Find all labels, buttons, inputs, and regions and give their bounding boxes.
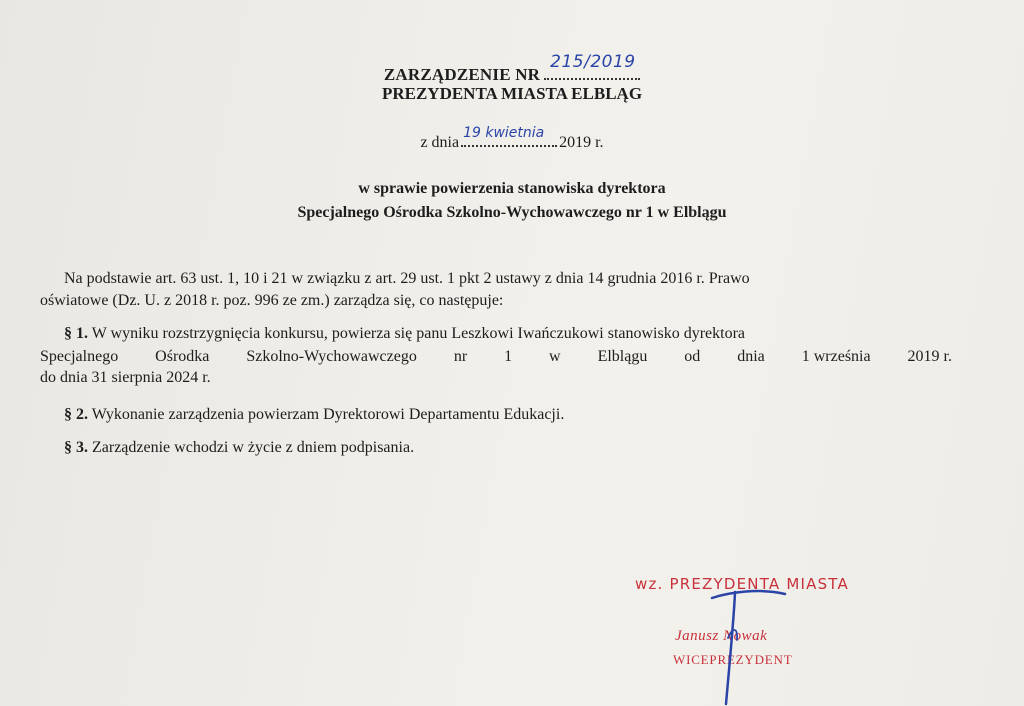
section-1-line-3: do dnia 31 sierpnia 2024 r. [40, 369, 211, 386]
section-2-text: Wykonanie zarządzenia powierzam Dyrektorowi Departamentu Edukacji. [91, 406, 565, 423]
stamp-name: Janusz Nowak [675, 628, 768, 644]
handwritten-date: 19 kwietnia [463, 125, 545, 141]
section-1-line-1 [64, 325, 745, 343]
section-3 [64, 439, 414, 457]
section-2 [64, 406, 564, 424]
stamp-line-1: wz. PREZYDENTA MIASTA [635, 575, 849, 593]
document-title [0, 52, 1024, 85]
section-3-label: § 3. [64, 439, 88, 456]
section-1-word: Elblągu [597, 348, 648, 365]
number-fill-line [544, 52, 640, 80]
subject-line-2: Specjalnego Ośrodka Szkolno-Wychowawczego nr 1 w Elblągu [297, 204, 727, 221]
section-1-line-2 [40, 348, 952, 366]
intro-line-2: oświatowe (Dz. U. z 2018 r. poz. 996 ze zm.) zarządza się, co następuje: [40, 292, 504, 309]
section-3-text: Zarządzenie wchodzi w życie z dniem podpisania. [92, 439, 415, 456]
subject-line-1: w sprawie powierzenia stanowiska dyrektora [358, 180, 666, 197]
section-1-text: W wyniku rozstrzygnięcia konkursu, powierza się panu Leszkowi Iwańczukowi stanowisko dyrektora [91, 325, 746, 342]
signature-mark [690, 578, 810, 706]
section-1-word: 1 września [801, 348, 871, 365]
document-subtitle: PREZYDENTA MIASTA ELBLĄG [381, 84, 643, 103]
stamp-role: WICEPREZYDENT [673, 652, 793, 667]
handwritten-number: 215/2019 [550, 52, 636, 72]
section-1-word: Szkolno-Wychowawczego [246, 348, 417, 365]
section-2-label: § 2. [64, 406, 88, 423]
section-1-word: 2019 r. [907, 348, 952, 365]
intro-line-1: Na podstawie art. 63 ust. 1, 10 i 21 w związku z art. 29 ust. 1 pkt 2 ustawy z dnia 14 grudnia 2016 r. Prawo [64, 270, 750, 287]
date-fill-line [461, 125, 557, 147]
date-line [0, 125, 1024, 152]
section-1-word: Specjalnego [40, 348, 119, 365]
title-prefix: ZARZĄDZENIE NR [383, 65, 541, 84]
section-1-word: w [549, 348, 561, 365]
date-prefix: z dnia [420, 134, 460, 151]
section-1-label: § 1. [64, 325, 88, 342]
section-1-word: dnia [737, 348, 765, 365]
section-1-word: 1 [504, 348, 513, 365]
date-suffix: 2019 r. [559, 134, 604, 151]
section-1-word: Ośrodka [155, 348, 210, 365]
section-1-word: nr [453, 348, 468, 365]
section-1-word: od [684, 348, 701, 365]
